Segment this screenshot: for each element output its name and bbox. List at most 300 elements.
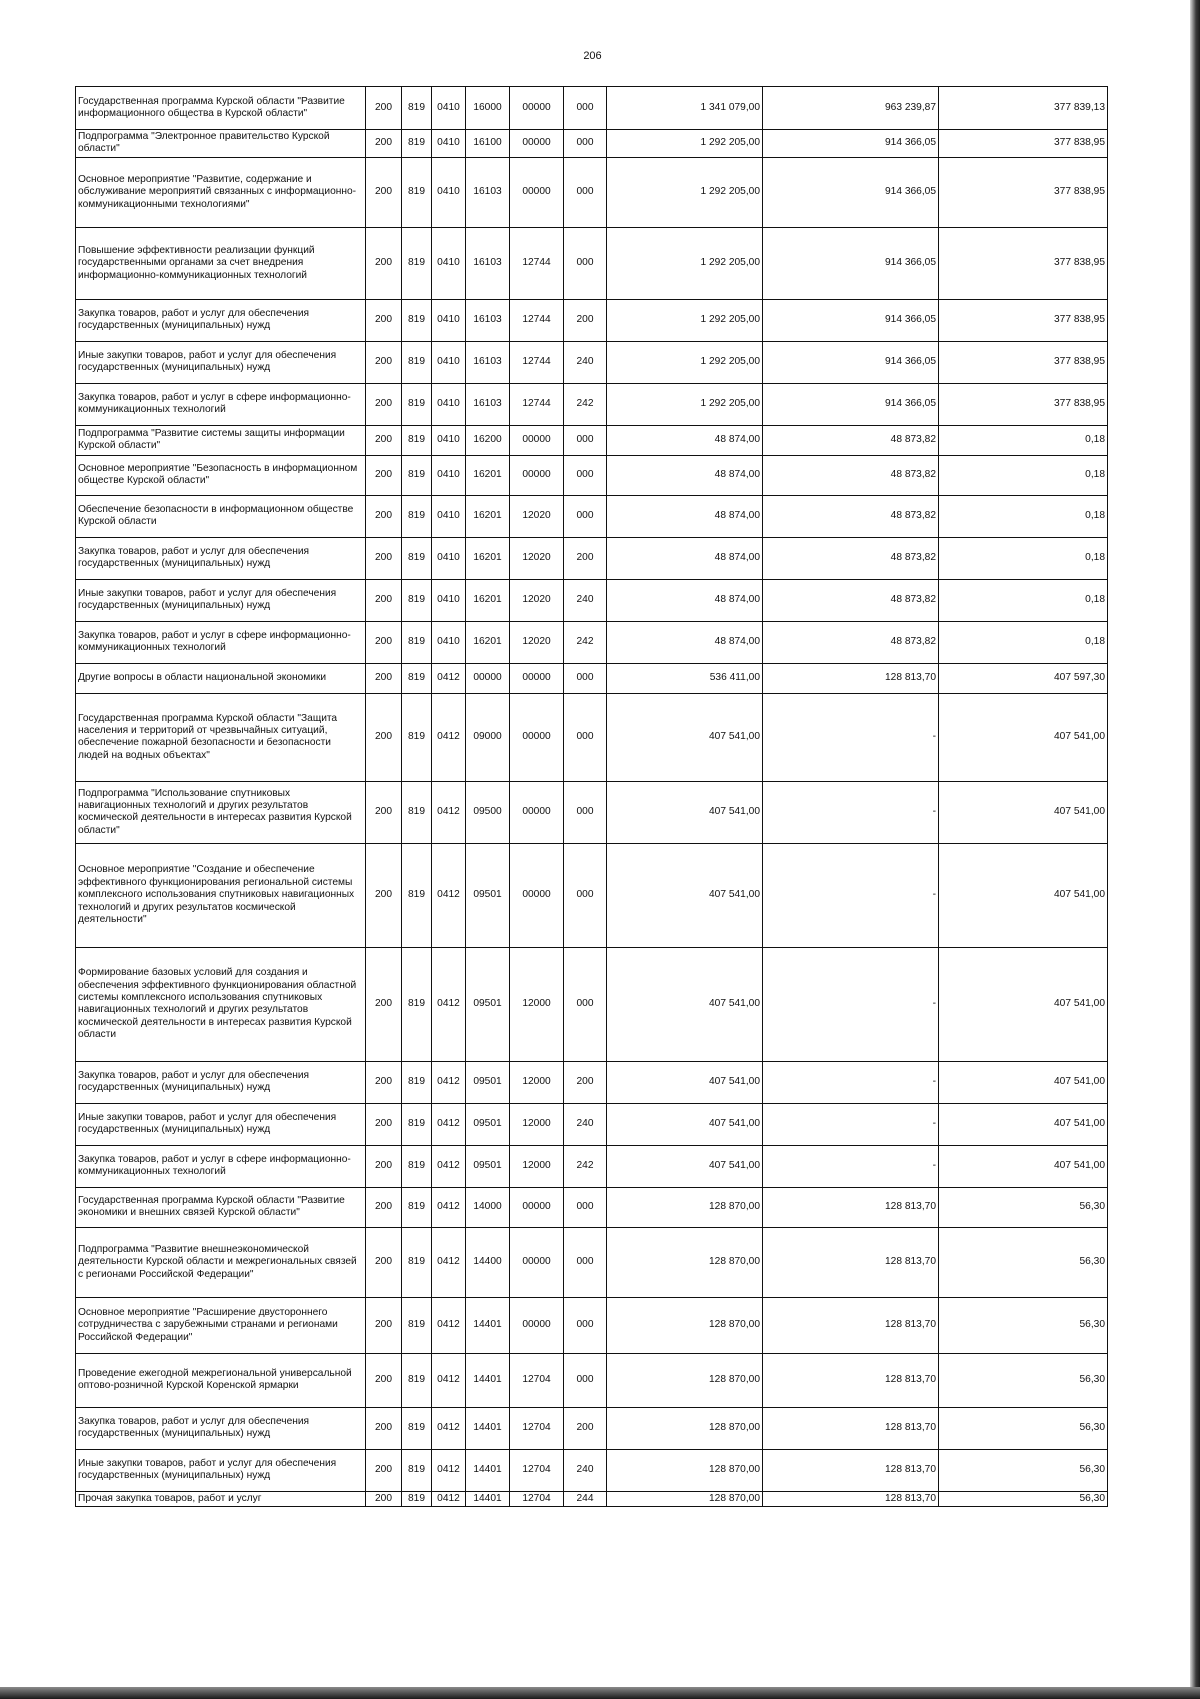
amount-2-cell: 128 813,70 <box>763 1187 939 1227</box>
col-5-cell: 00000 <box>510 130 564 158</box>
col-6-cell: 000 <box>564 663 607 693</box>
col-2-cell: 819 <box>402 1227 432 1297</box>
col-2-cell: 819 <box>402 341 432 383</box>
amount-2-cell: 48 873,82 <box>763 537 939 579</box>
amount-3-cell: 56,30 <box>939 1491 1108 1506</box>
amount-3-cell: 377 838,95 <box>939 341 1108 383</box>
col-4-cell: 16000 <box>466 87 510 130</box>
col-5-cell: 12020 <box>510 579 564 621</box>
table-row <box>76 947 1108 1061</box>
col-5-cell: 12704 <box>510 1449 564 1491</box>
amount-2-cell: 128 813,70 <box>763 1353 939 1407</box>
col-1-cell: 200 <box>366 1491 402 1506</box>
col-2-cell: 819 <box>402 87 432 130</box>
table-row <box>76 383 1108 425</box>
col-3-cell: 0412 <box>432 1103 466 1145</box>
col-3-cell: 0412 <box>432 1297 466 1353</box>
amount-2-cell: 128 813,70 <box>763 1227 939 1297</box>
col-6-cell: 000 <box>564 1297 607 1353</box>
amount-1-cell: 1 292 205,00 <box>607 157 763 227</box>
row-name-cell: Закупка товаров, работ и услуг в сфере информационно-коммуникационных технологий <box>76 383 366 425</box>
table-row <box>76 227 1108 299</box>
col-2-cell: 819 <box>402 1297 432 1353</box>
col-5-cell: 00000 <box>510 87 564 130</box>
row-name-cell: Закупка товаров, работ и услуг для обеспечения государственных (муниципальных) нужд <box>76 299 366 341</box>
col-4-cell: 16201 <box>466 455 510 495</box>
col-6-cell: 200 <box>564 1407 607 1449</box>
col-4-cell: 09501 <box>466 1145 510 1187</box>
col-6-cell: 000 <box>564 1227 607 1297</box>
col-2-cell: 819 <box>402 537 432 579</box>
amount-2-cell: 914 366,05 <box>763 227 939 299</box>
col-3-cell: 0412 <box>432 843 466 947</box>
amount-1-cell: 1 292 205,00 <box>607 227 763 299</box>
col-2-cell: 819 <box>402 383 432 425</box>
amount-3-cell: 0,18 <box>939 621 1108 663</box>
col-1-cell: 200 <box>366 1227 402 1297</box>
amount-2-cell: 128 813,70 <box>763 1407 939 1449</box>
col-2-cell: 819 <box>402 130 432 158</box>
col-4-cell: 00000 <box>466 663 510 693</box>
row-name-cell: Прочая закупка товаров, работ и услуг <box>76 1491 366 1506</box>
col-1-cell: 200 <box>366 579 402 621</box>
amount-3-cell: 0,18 <box>939 425 1108 455</box>
table-row <box>76 299 1108 341</box>
col-5-cell: 12000 <box>510 1061 564 1103</box>
amount-3-cell: 407 541,00 <box>939 843 1108 947</box>
row-name-cell: Основное мероприятие "Расширение двустороннего сотрудничества с зарубежными странами и регионами Российской Федерации" <box>76 1297 366 1353</box>
col-1-cell: 200 <box>366 1297 402 1353</box>
col-5-cell: 12744 <box>510 341 564 383</box>
col-1-cell: 200 <box>366 1449 402 1491</box>
table-row <box>76 1145 1108 1187</box>
col-4-cell: 14401 <box>466 1491 510 1506</box>
col-6-cell: 240 <box>564 1449 607 1491</box>
col-5-cell: 12704 <box>510 1353 564 1407</box>
amount-1-cell: 128 870,00 <box>607 1407 763 1449</box>
col-3-cell: 0410 <box>432 87 466 130</box>
col-1-cell: 200 <box>366 843 402 947</box>
col-1-cell: 200 <box>366 455 402 495</box>
col-3-cell: 0412 <box>432 1449 466 1491</box>
row-name-cell: Закупка товаров, работ и услуг для обеспечения государственных (муниципальных) нужд <box>76 1407 366 1449</box>
col-5-cell: 12744 <box>510 227 564 299</box>
row-name-cell: Подпрограмма "Использование спутниковых навигационных технологий и других результатов космической деятельности в интересах развития Курской области" <box>76 781 366 843</box>
col-6-cell: 000 <box>564 1353 607 1407</box>
amount-2-cell: - <box>763 1145 939 1187</box>
col-3-cell: 0412 <box>432 693 466 781</box>
col-4-cell: 16100 <box>466 130 510 158</box>
amount-1-cell: 48 874,00 <box>607 537 763 579</box>
col-6-cell: 000 <box>564 87 607 130</box>
table-row <box>76 1449 1108 1491</box>
col-1-cell: 200 <box>366 1145 402 1187</box>
col-5-cell: 12744 <box>510 299 564 341</box>
row-name-cell: Основное мероприятие "Развитие, содержание и обслуживание мероприятий связанных с информационно-коммуникационными технологиями" <box>76 157 366 227</box>
col-1-cell: 200 <box>366 663 402 693</box>
table-row <box>76 130 1108 158</box>
col-3-cell: 0410 <box>432 621 466 663</box>
table-row <box>76 1353 1108 1407</box>
col-3-cell: 0410 <box>432 425 466 455</box>
col-3-cell: 0410 <box>432 495 466 537</box>
col-6-cell: 240 <box>564 579 607 621</box>
amount-3-cell: 0,18 <box>939 455 1108 495</box>
amount-2-cell: 48 873,82 <box>763 621 939 663</box>
amount-1-cell: 128 870,00 <box>607 1491 763 1506</box>
col-6-cell: 000 <box>564 693 607 781</box>
amount-3-cell: 56,30 <box>939 1187 1108 1227</box>
col-1-cell: 200 <box>366 1103 402 1145</box>
row-name-cell: Обеспечение безопасности в информационном обществе Курской области <box>76 495 366 537</box>
col-2-cell: 819 <box>402 1353 432 1407</box>
col-5-cell: 00000 <box>510 781 564 843</box>
amount-2-cell: - <box>763 843 939 947</box>
col-2-cell: 819 <box>402 299 432 341</box>
col-5-cell: 12704 <box>510 1491 564 1506</box>
amount-3-cell: 407 541,00 <box>939 781 1108 843</box>
col-3-cell: 0410 <box>432 157 466 227</box>
amount-2-cell: - <box>763 1103 939 1145</box>
col-3-cell: 0410 <box>432 227 466 299</box>
amount-3-cell: 407 597,30 <box>939 663 1108 693</box>
scan-edge-bottom <box>0 1687 1200 1699</box>
amount-1-cell: 1 292 205,00 <box>607 299 763 341</box>
col-5-cell: 00000 <box>510 1297 564 1353</box>
row-name-cell: Другие вопросы в области национальной экономики <box>76 663 366 693</box>
row-name-cell: Повышение эффективности реализации функций государственными органами за счет внедрения информационно-коммуникационных технологий <box>76 227 366 299</box>
amount-1-cell: 128 870,00 <box>607 1187 763 1227</box>
amount-2-cell: 128 813,70 <box>763 1297 939 1353</box>
col-3-cell: 0412 <box>432 1061 466 1103</box>
col-2-cell: 819 <box>402 495 432 537</box>
col-3-cell: 0412 <box>432 1227 466 1297</box>
amount-2-cell: 914 366,05 <box>763 383 939 425</box>
col-3-cell: 0412 <box>432 1353 466 1407</box>
table-row <box>76 621 1108 663</box>
col-2-cell: 819 <box>402 1187 432 1227</box>
amount-2-cell: 914 366,05 <box>763 130 939 158</box>
table-row <box>76 1227 1108 1297</box>
col-3-cell: 0410 <box>432 579 466 621</box>
col-1-cell: 200 <box>366 299 402 341</box>
amount-2-cell: 48 873,82 <box>763 495 939 537</box>
col-6-cell: 200 <box>564 537 607 579</box>
col-4-cell: 16201 <box>466 495 510 537</box>
col-1-cell: 200 <box>366 341 402 383</box>
amount-1-cell: 128 870,00 <box>607 1449 763 1491</box>
amount-2-cell: 963 239,87 <box>763 87 939 130</box>
col-6-cell: 000 <box>564 495 607 537</box>
col-6-cell: 000 <box>564 157 607 227</box>
col-2-cell: 819 <box>402 843 432 947</box>
col-4-cell: 16103 <box>466 383 510 425</box>
col-3-cell: 0412 <box>432 1491 466 1506</box>
col-2-cell: 819 <box>402 455 432 495</box>
col-6-cell: 244 <box>564 1491 607 1506</box>
col-6-cell: 000 <box>564 130 607 158</box>
amount-3-cell: 407 541,00 <box>939 693 1108 781</box>
amount-2-cell: 48 873,82 <box>763 455 939 495</box>
col-6-cell: 000 <box>564 227 607 299</box>
col-6-cell: 000 <box>564 781 607 843</box>
row-name-cell: Основное мероприятие "Создание и обеспечение эффективного функционирования региональной системы комплексного использования спутниковых навигационных технологий и других результатов космической деятельности" <box>76 843 366 947</box>
col-4-cell: 16103 <box>466 341 510 383</box>
col-4-cell: 14401 <box>466 1407 510 1449</box>
table-row <box>76 495 1108 537</box>
amount-2-cell: 48 873,82 <box>763 425 939 455</box>
amount-1-cell: 407 541,00 <box>607 1103 763 1145</box>
amount-3-cell: 56,30 <box>939 1227 1108 1297</box>
col-2-cell: 819 <box>402 1103 432 1145</box>
amount-2-cell: - <box>763 693 939 781</box>
col-3-cell: 0410 <box>432 341 466 383</box>
col-2-cell: 819 <box>402 693 432 781</box>
table-row <box>76 1407 1108 1449</box>
amount-1-cell: 48 874,00 <box>607 455 763 495</box>
col-3-cell: 0412 <box>432 781 466 843</box>
col-4-cell: 14401 <box>466 1353 510 1407</box>
table-row <box>76 693 1108 781</box>
col-5-cell: 12000 <box>510 1145 564 1187</box>
col-4-cell: 16103 <box>466 227 510 299</box>
amount-1-cell: 407 541,00 <box>607 781 763 843</box>
col-6-cell: 240 <box>564 1103 607 1145</box>
col-5-cell: 00000 <box>510 693 564 781</box>
col-1-cell: 200 <box>366 1353 402 1407</box>
col-4-cell: 09501 <box>466 843 510 947</box>
table-row <box>76 843 1108 947</box>
col-6-cell: 000 <box>564 947 607 1061</box>
amount-1-cell: 407 541,00 <box>607 1061 763 1103</box>
col-5-cell: 12000 <box>510 947 564 1061</box>
amount-3-cell: 56,30 <box>939 1353 1108 1407</box>
col-4-cell: 14401 <box>466 1449 510 1491</box>
amount-1-cell: 407 541,00 <box>607 947 763 1061</box>
amount-1-cell: 407 541,00 <box>607 843 763 947</box>
amount-3-cell: 377 838,95 <box>939 157 1108 227</box>
amount-3-cell: 56,30 <box>939 1297 1108 1353</box>
col-2-cell: 819 <box>402 1491 432 1506</box>
col-4-cell: 09501 <box>466 1061 510 1103</box>
table-row <box>76 1187 1108 1227</box>
col-1-cell: 200 <box>366 383 402 425</box>
col-1-cell: 200 <box>366 425 402 455</box>
amount-1-cell: 407 541,00 <box>607 693 763 781</box>
amount-2-cell: 128 813,70 <box>763 663 939 693</box>
amount-3-cell: 377 838,95 <box>939 383 1108 425</box>
col-5-cell: 12000 <box>510 1103 564 1145</box>
amount-1-cell: 128 870,00 <box>607 1227 763 1297</box>
amount-3-cell: 56,30 <box>939 1449 1108 1491</box>
amount-1-cell: 1 292 205,00 <box>607 383 763 425</box>
amount-3-cell: 377 839,13 <box>939 87 1108 130</box>
row-name-cell: Государственная программа Курской области "Защита населения и территорий от чрезвычайных ситуаций, обеспечение пожарной безопасности и безопасности людей на водных объектах" <box>76 693 366 781</box>
amount-3-cell: 0,18 <box>939 537 1108 579</box>
row-name-cell: Государственная программа Курской области "Развитие экономики и внешних связей Курской области" <box>76 1187 366 1227</box>
row-name-cell: Иные закупки товаров, работ и услуг для обеспечения государственных (муниципальных) нужд <box>76 579 366 621</box>
col-2-cell: 819 <box>402 579 432 621</box>
table-row <box>76 1297 1108 1353</box>
col-6-cell: 000 <box>564 455 607 495</box>
row-name-cell: Закупка товаров, работ и услуг для обеспечения государственных (муниципальных) нужд <box>76 537 366 579</box>
col-4-cell: 16103 <box>466 157 510 227</box>
amount-3-cell: 377 838,95 <box>939 130 1108 158</box>
col-1-cell: 200 <box>366 130 402 158</box>
col-3-cell: 0412 <box>432 1407 466 1449</box>
table-row <box>76 157 1108 227</box>
col-1-cell: 200 <box>366 781 402 843</box>
amount-3-cell: 377 838,95 <box>939 227 1108 299</box>
budget-table <box>75 86 1108 1507</box>
col-1-cell: 200 <box>366 1187 402 1227</box>
col-1-cell: 200 <box>366 227 402 299</box>
col-4-cell: 14000 <box>466 1187 510 1227</box>
table-row <box>76 1061 1108 1103</box>
col-1-cell: 200 <box>366 947 402 1061</box>
amount-3-cell: 377 838,95 <box>939 299 1108 341</box>
table-row <box>76 87 1108 130</box>
row-name-cell: Подпрограмма "Развитие внешнеэкономической деятельности Курской области и межрегиональных связей с регионами Российской Федерации" <box>76 1227 366 1297</box>
amount-2-cell: 914 366,05 <box>763 157 939 227</box>
col-6-cell: 240 <box>564 341 607 383</box>
col-4-cell: 09501 <box>466 947 510 1061</box>
row-name-cell: Проведение ежегодной межрегиональной универсальной оптово-розничной Курской Коренской ярмарки <box>76 1353 366 1407</box>
table-row <box>76 341 1108 383</box>
amount-1-cell: 1 292 205,00 <box>607 341 763 383</box>
row-name-cell: Иные закупки товаров, работ и услуг для обеспечения государственных (муниципальных) нужд <box>76 1449 366 1491</box>
col-1-cell: 200 <box>366 537 402 579</box>
col-4-cell: 16103 <box>466 299 510 341</box>
amount-3-cell: 407 541,00 <box>939 1103 1108 1145</box>
col-2-cell: 819 <box>402 1061 432 1103</box>
amount-1-cell: 407 541,00 <box>607 1145 763 1187</box>
amount-2-cell: - <box>763 781 939 843</box>
amount-1-cell: 1 341 079,00 <box>607 87 763 130</box>
row-name-cell: Закупка товаров, работ и услуг в сфере информационно-коммуникационных технологий <box>76 621 366 663</box>
col-2-cell: 819 <box>402 1145 432 1187</box>
amount-3-cell: 407 541,00 <box>939 947 1108 1061</box>
row-name-cell: Формирование базовых условий для создания и обеспечения эффективного функционирования областной системы комплексного использования спутниковых навигационных технологий и других результатов космической деятельности в интересах развития Курской области <box>76 947 366 1061</box>
col-4-cell: 14401 <box>466 1297 510 1353</box>
col-3-cell: 0412 <box>432 663 466 693</box>
col-3-cell: 0412 <box>432 1145 466 1187</box>
col-5-cell: 00000 <box>510 663 564 693</box>
amount-3-cell: 407 541,00 <box>939 1061 1108 1103</box>
col-3-cell: 0412 <box>432 947 466 1061</box>
table-row <box>76 537 1108 579</box>
col-4-cell: 16201 <box>466 537 510 579</box>
col-4-cell: 09000 <box>466 693 510 781</box>
col-1-cell: 200 <box>366 157 402 227</box>
col-5-cell: 00000 <box>510 157 564 227</box>
col-2-cell: 819 <box>402 425 432 455</box>
amount-3-cell: 407 541,00 <box>939 1145 1108 1187</box>
amount-2-cell: 128 813,70 <box>763 1491 939 1506</box>
amount-1-cell: 536 411,00 <box>607 663 763 693</box>
col-4-cell: 16201 <box>466 579 510 621</box>
col-3-cell: 0410 <box>432 383 466 425</box>
amount-2-cell: - <box>763 1061 939 1103</box>
col-6-cell: 200 <box>564 1061 607 1103</box>
row-name-cell: Иные закупки товаров, работ и услуг для обеспечения государственных (муниципальных) нужд <box>76 341 366 383</box>
col-2-cell: 819 <box>402 663 432 693</box>
col-5-cell: 12744 <box>510 383 564 425</box>
col-2-cell: 819 <box>402 947 432 1061</box>
col-5-cell: 00000 <box>510 843 564 947</box>
col-1-cell: 200 <box>366 1061 402 1103</box>
col-2-cell: 819 <box>402 781 432 843</box>
col-5-cell: 12020 <box>510 495 564 537</box>
col-3-cell: 0410 <box>432 130 466 158</box>
table-row <box>76 579 1108 621</box>
table-row <box>76 1103 1108 1145</box>
scan-edge-right <box>1190 0 1200 1699</box>
amount-1-cell: 128 870,00 <box>607 1297 763 1353</box>
col-4-cell: 14400 <box>466 1227 510 1297</box>
col-4-cell: 09500 <box>466 781 510 843</box>
col-5-cell: 12704 <box>510 1407 564 1449</box>
col-2-cell: 819 <box>402 1407 432 1449</box>
amount-3-cell: 56,30 <box>939 1407 1108 1449</box>
amount-2-cell: 48 873,82 <box>763 579 939 621</box>
row-name-cell: Подпрограмма "Развитие системы защиты информации Курской области" <box>76 425 366 455</box>
row-name-cell: Закупка товаров, работ и услуг для обеспечения государственных (муниципальных) нужд <box>76 1061 366 1103</box>
amount-1-cell: 1 292 205,00 <box>607 130 763 158</box>
col-6-cell: 000 <box>564 425 607 455</box>
amount-2-cell: - <box>763 947 939 1061</box>
col-2-cell: 819 <box>402 1449 432 1491</box>
col-1-cell: 200 <box>366 693 402 781</box>
amount-2-cell: 128 813,70 <box>763 1449 939 1491</box>
col-1-cell: 200 <box>366 87 402 130</box>
col-5-cell: 00000 <box>510 455 564 495</box>
amount-1-cell: 48 874,00 <box>607 579 763 621</box>
amount-3-cell: 0,18 <box>939 579 1108 621</box>
page-number: 206 <box>583 50 602 62</box>
row-name-cell: Иные закупки товаров, работ и услуг для обеспечения государственных (муниципальных) нужд <box>76 1103 366 1145</box>
col-3-cell: 0412 <box>432 1187 466 1227</box>
col-3-cell: 0410 <box>432 299 466 341</box>
row-name-cell: Государственная программа Курской области "Развитие информационного общества в Курской области" <box>76 87 366 130</box>
col-6-cell: 000 <box>564 1187 607 1227</box>
row-name-cell: Закупка товаров, работ и услуг в сфере информационно-коммуникационных технологий <box>76 1145 366 1187</box>
col-2-cell: 819 <box>402 157 432 227</box>
table-row <box>76 1491 1108 1506</box>
col-6-cell: 242 <box>564 1145 607 1187</box>
col-1-cell: 200 <box>366 495 402 537</box>
amount-1-cell: 128 870,00 <box>607 1353 763 1407</box>
col-3-cell: 0410 <box>432 537 466 579</box>
col-4-cell: 16201 <box>466 621 510 663</box>
amount-3-cell: 0,18 <box>939 495 1108 537</box>
table-body <box>76 87 1108 1507</box>
col-6-cell: 200 <box>564 299 607 341</box>
table-row <box>76 425 1108 455</box>
col-5-cell: 00000 <box>510 425 564 455</box>
col-5-cell: 12020 <box>510 537 564 579</box>
col-6-cell: 242 <box>564 621 607 663</box>
table-row <box>76 455 1108 495</box>
col-5-cell: 00000 <box>510 1187 564 1227</box>
table-row <box>76 663 1108 693</box>
col-6-cell: 242 <box>564 383 607 425</box>
row-name-cell: Основное мероприятие "Безопасность в информационном обществе Курской области" <box>76 455 366 495</box>
row-name-cell: Подпрограмма "Электронное правительство Курской области" <box>76 130 366 158</box>
table-row <box>76 781 1108 843</box>
amount-1-cell: 48 874,00 <box>607 425 763 455</box>
col-2-cell: 819 <box>402 227 432 299</box>
